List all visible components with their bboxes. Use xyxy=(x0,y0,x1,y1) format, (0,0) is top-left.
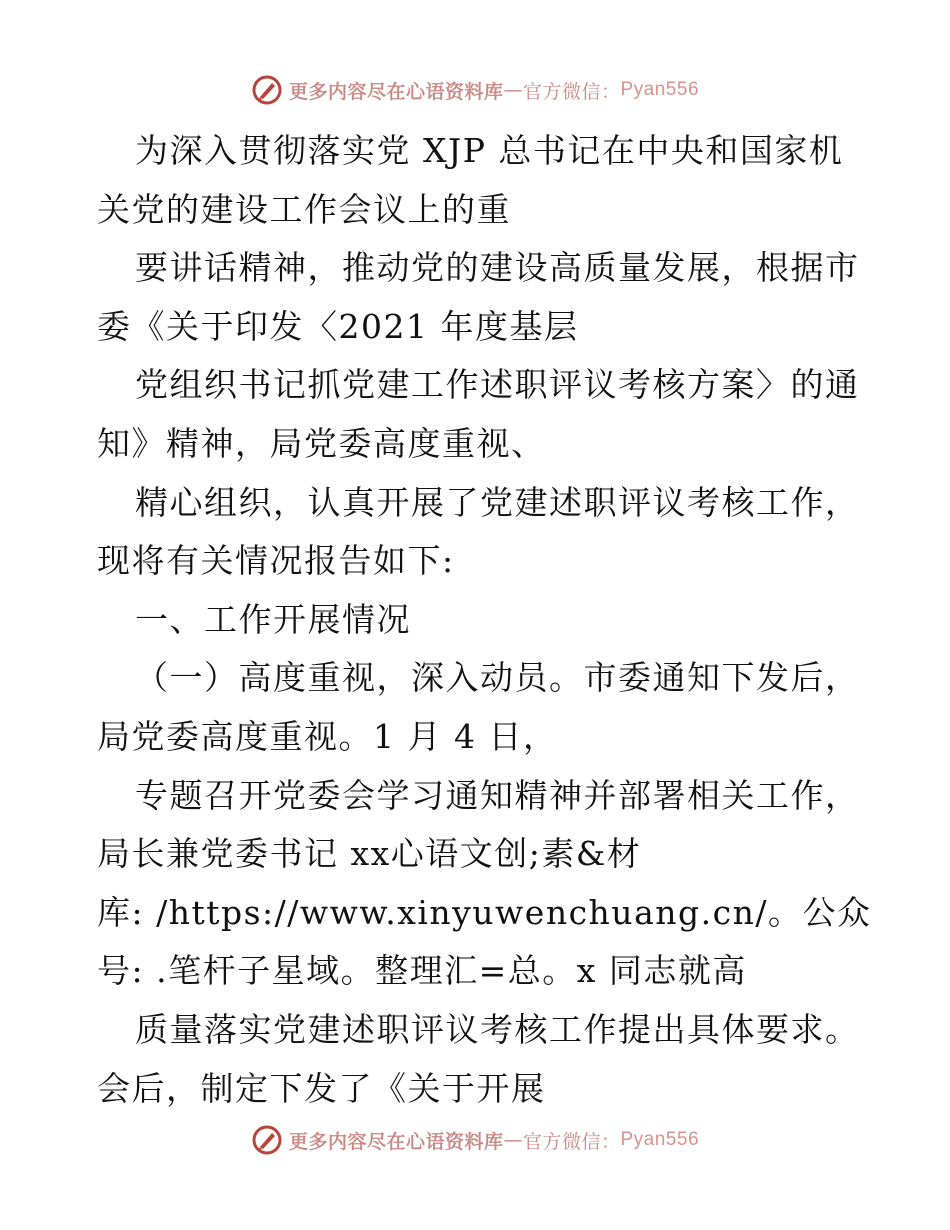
body-line: 要讲话精神，推动党的建设高质量发展，根据市 xyxy=(135,248,860,288)
body-line: 会后，制定下发了《关于开展 xyxy=(97,1068,546,1108)
body-line: 关党的建设工作会议上的重 xyxy=(97,189,511,229)
body-line: 委《关于印发〈2021 年度基层 xyxy=(97,306,579,346)
banner-separator: — xyxy=(503,79,523,101)
body-line: 局长兼党委书记 xx心语文创;素&材 xyxy=(97,834,642,874)
body-line: 现将有关情况报告如下: xyxy=(97,541,455,581)
body-line: 质量落实党建述职评议考核工作提出具体要求。 xyxy=(135,1009,860,1049)
banner-main-text: 更多内容尽在心语资料库 xyxy=(288,80,504,103)
footer-banner xyxy=(0,1120,950,1160)
banner-wechat-id: Pyan556 xyxy=(620,79,700,100)
banner-separator: — xyxy=(503,1129,523,1151)
document-body xyxy=(97,122,872,1118)
banner-main-text: 更多内容尽在心语资料库 xyxy=(288,1130,504,1153)
pen-logo-icon xyxy=(251,1124,283,1156)
body-line: 号: .笔杆子星域。整理汇=总。x 同志就高 xyxy=(97,951,747,991)
body-line: 局党委高度重视。1 月 4 日， xyxy=(97,716,558,756)
pen-logo-icon xyxy=(251,74,283,106)
banner-wechat-label: 官方微信： xyxy=(522,1130,621,1153)
body-line: 精心组织，认真开展了党建述职评议考核工作， xyxy=(135,482,860,522)
body-line: 知》精神，局党委高度重视、 xyxy=(97,423,546,463)
banner-wechat-id: Pyan556 xyxy=(620,1129,700,1150)
header-banner xyxy=(0,70,950,110)
section-heading: 一、工作开展情况 xyxy=(135,599,411,639)
banner-wechat-label: 官方微信： xyxy=(522,80,621,103)
body-line: 党组织书记抓党建工作述职评议考核方案〉的通 xyxy=(135,365,860,405)
body-line: 专题召开党委会学习通知精神并部署相关工作， xyxy=(135,775,860,815)
body-line: 为深入贯彻落实党 XJP 总书记在中央和国家机 xyxy=(135,131,844,170)
body-line: 库: /https://www.xinyuwenchuang.cn/。公众 xyxy=(97,892,872,932)
body-line: （一）高度重视，深入动员。市委通知下发后， xyxy=(135,658,860,698)
